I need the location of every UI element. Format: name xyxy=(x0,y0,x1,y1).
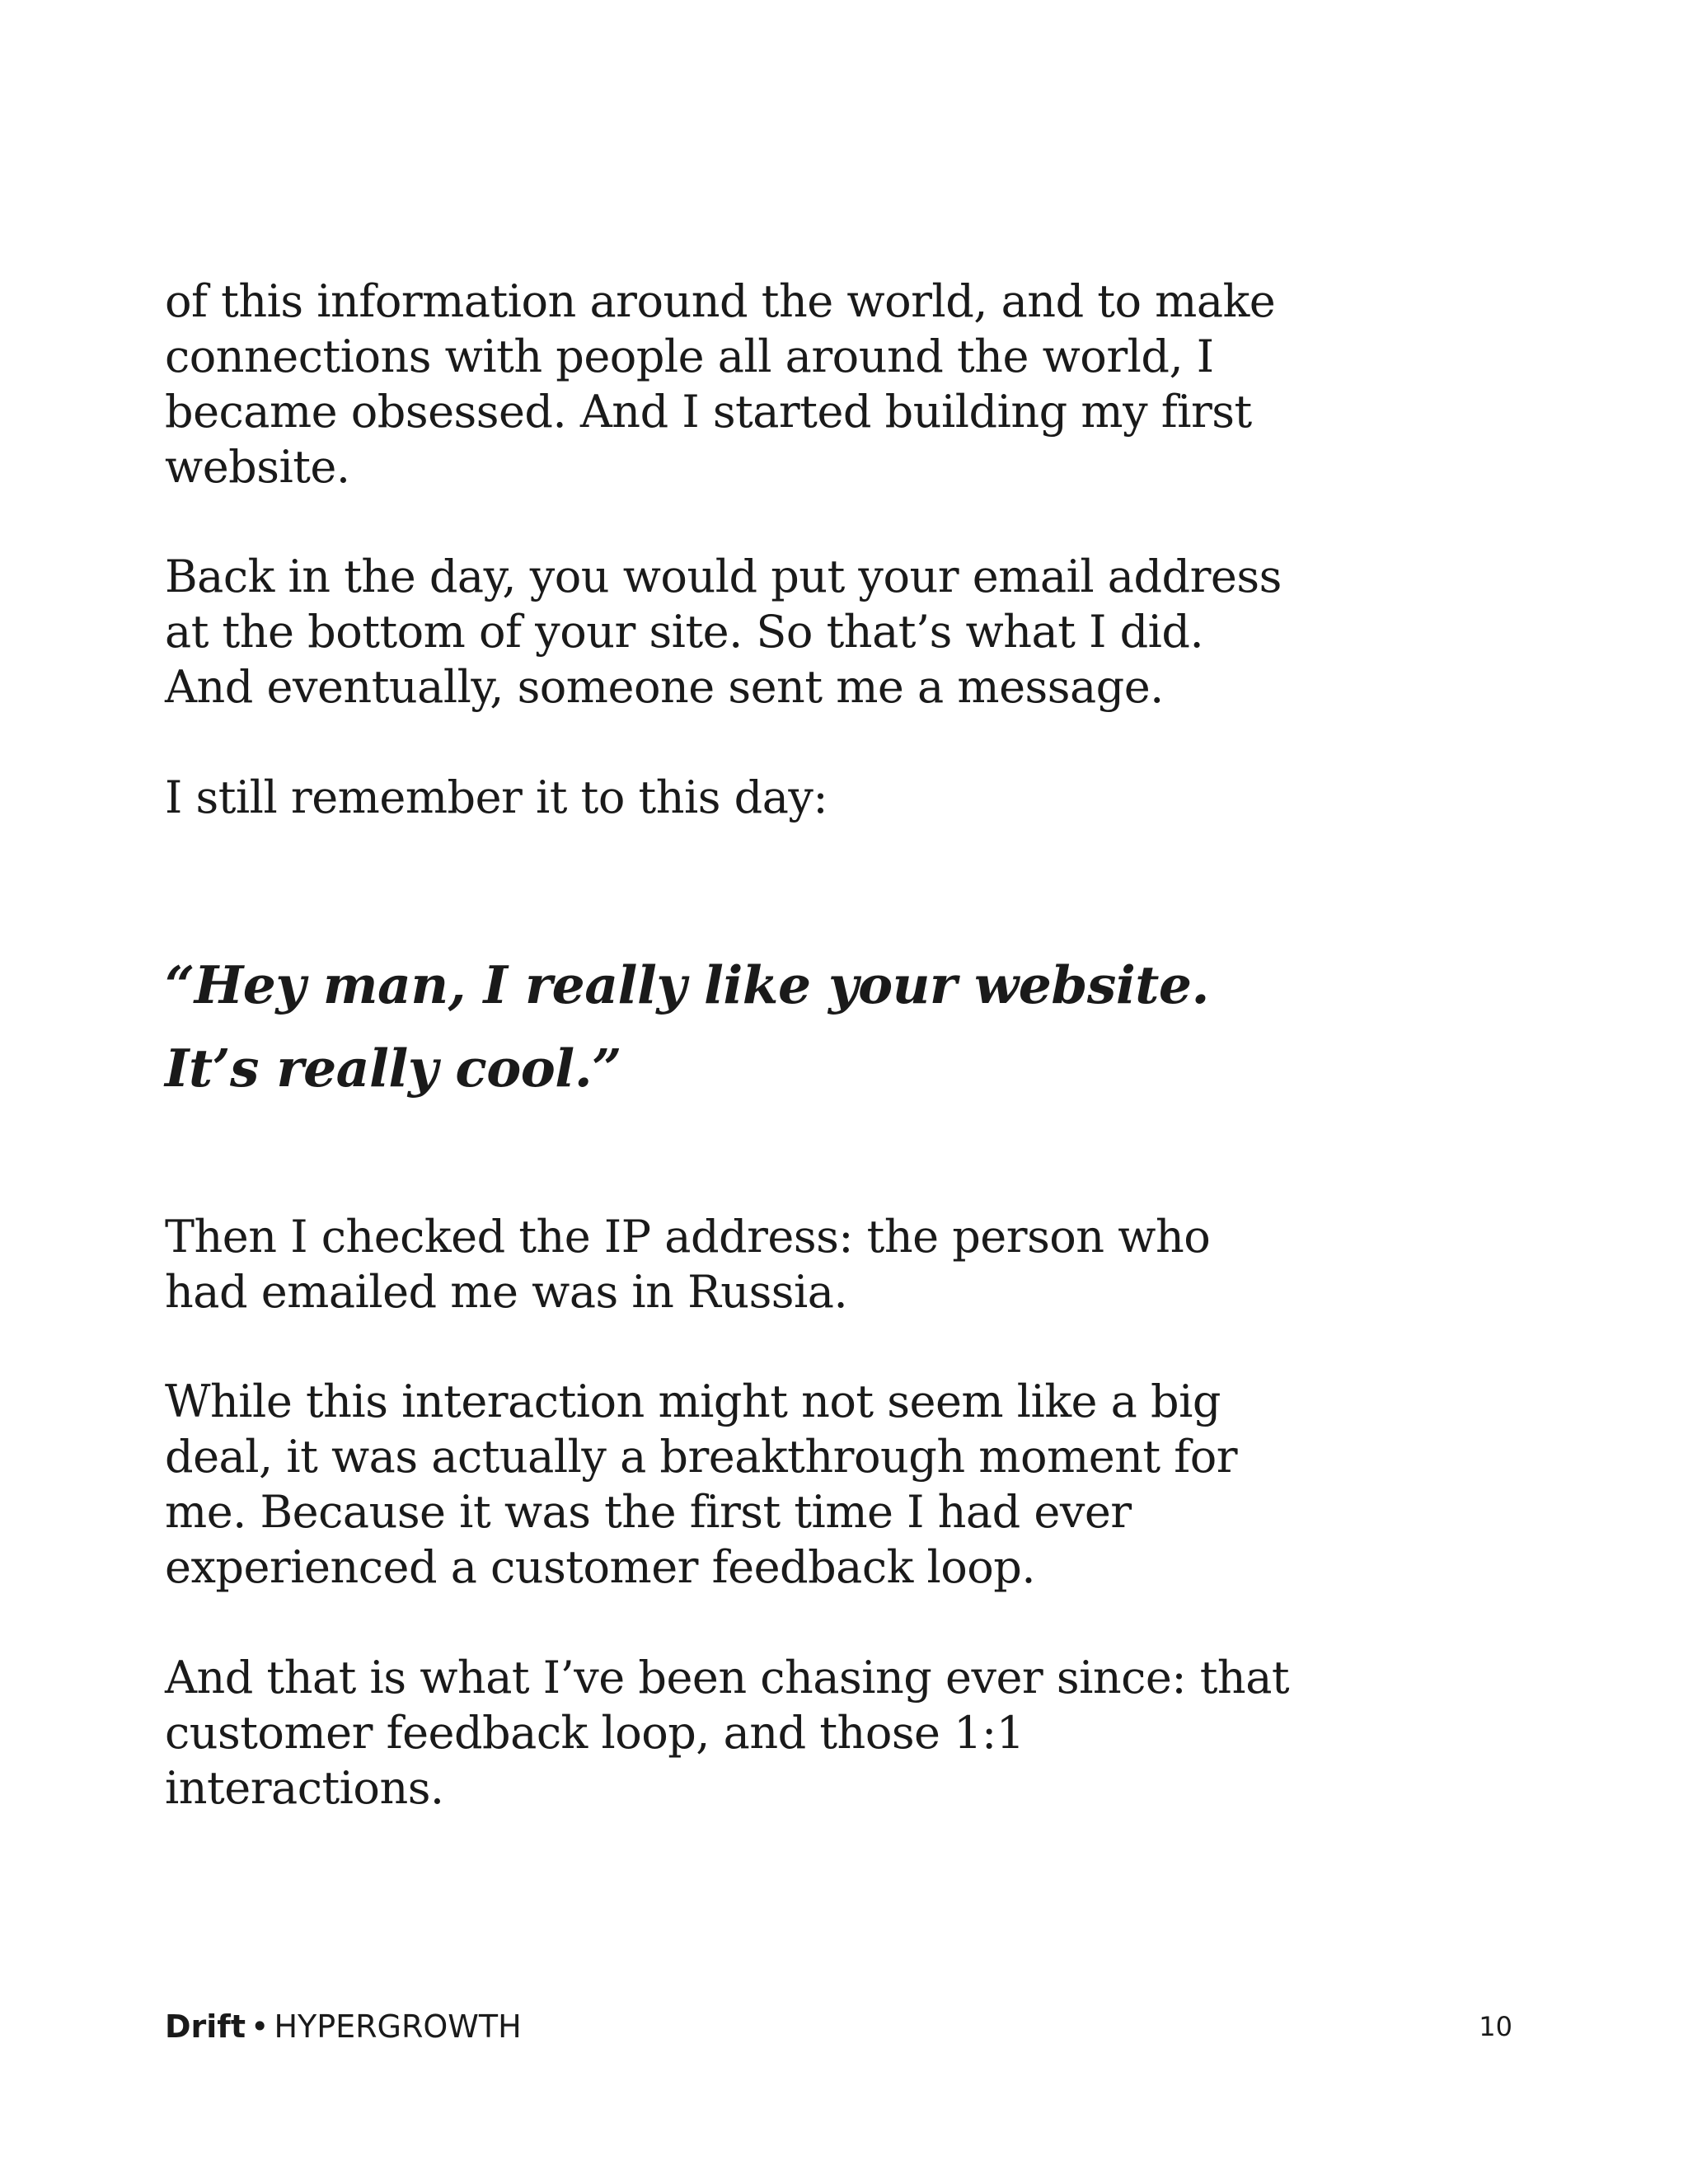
footer-brand: Drift xyxy=(165,2008,246,2045)
body-paragraph: And that is what I’ve been chasing ever since: that customer feedback loop, and those 1:1 interactions. xyxy=(165,1652,1290,1814)
body-paragraph: of this information around the world, and to make connections with people all around the world, I became obsessed. And I started building my first website. xyxy=(165,275,1276,493)
pull-quote: “Hey man, I really like your website. It’s really cool.” xyxy=(165,954,1209,1099)
body-paragraph: Then I checked the IP address: the person who had emailed me was in Russia. xyxy=(165,1211,1211,1318)
body-paragraph: While this interaction might not seem like a big deal, it was actually a breakthrough moment for me. Because it was the first time I had ever experienced a customer feedback loop. xyxy=(165,1376,1238,1593)
page-footer xyxy=(165,2008,522,2045)
body-paragraph: I still remember it to this day: xyxy=(165,771,828,823)
body-paragraph: Back in the day, you would put your email address at the bottom of your site. So that’s what I did. And eventually, someone sent me a message. xyxy=(165,551,1282,713)
footer-separator: • xyxy=(251,2008,270,2045)
page-number: 10 xyxy=(1479,2011,1512,2042)
footer-title: HYPERGROWTH xyxy=(274,2008,522,2045)
